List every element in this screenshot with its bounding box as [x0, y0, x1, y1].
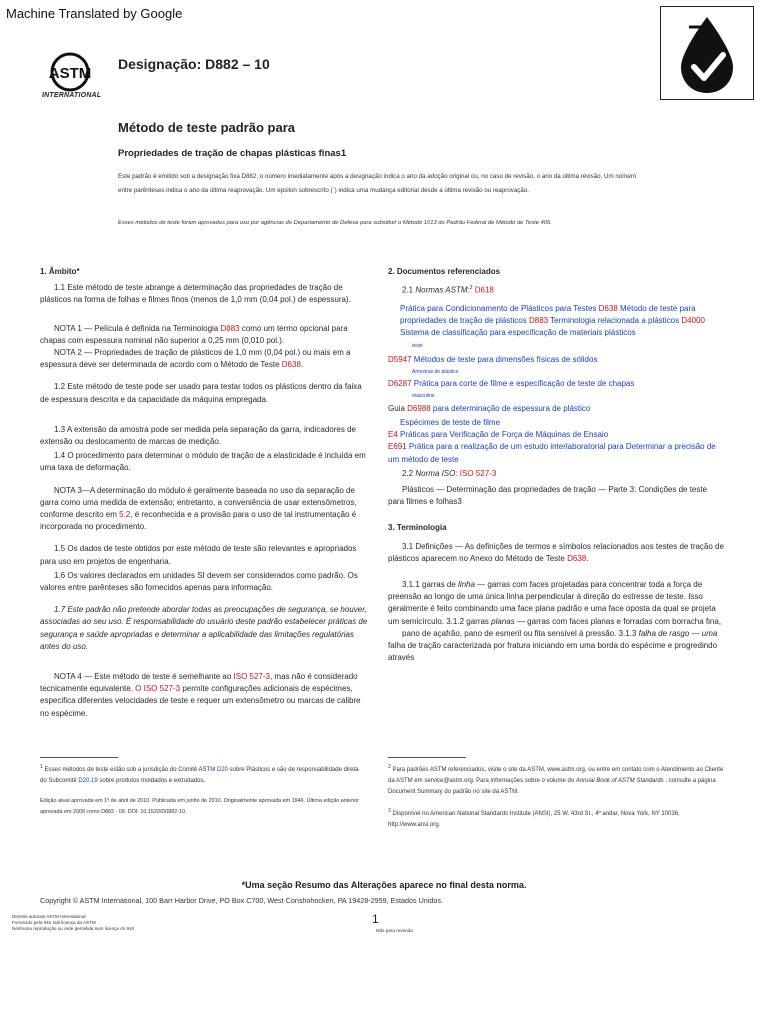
para-1-6: 1.6 Os valores declarados em unidades SI devem ser considerados como padrão. Os valores entre parênteses são fornecidos apenas para informação. [40, 570, 358, 593]
page-number: 1 [372, 912, 379, 926]
designation-note: Este padrão é emitido sob a designação fixa D882; o número imediatamente após a designação indica o ano da adoção original ou, no caso de revisão, o ano da última revisão. Um número entre parênteses indica o ano da última reaprovação. Um epsilon sobrescrito (´) indica uma mudança editorial desde a última revisão ou reaprovação. [118, 173, 637, 194]
not-for-resale: Não para revenda [376, 928, 413, 933]
para-1-3: 1.3 A extensão da amostra pode ser medida pela separação da garra, indicadores de extensão ou deslocamento de marcas de medição. [40, 424, 356, 447]
footnote-1-edition: Edição atual aprovada em 1º de abril de 2010. Publicada em junho de 2010. Originalmente aprovada em 1946. Última edição anterior aprovada em 2009 como D882 - 09. DOI: 10.1520/D0882-10. [40, 798, 360, 815]
designation: Designação: D882 – 10 [118, 56, 270, 72]
para-1-2: 1.2 Este método de teste pode ser usado para testar todos os plásticos dentro da faixa de espessura descrita e da capacidade da máquina empregada. [40, 382, 362, 404]
summary-note: *Uma seção Resumo das Alterações aparece no final desta norma. [241, 880, 527, 890]
ref-teste: teste [412, 342, 423, 349]
footnote-divider-right [388, 757, 466, 758]
ref-iso-title: Plásticos — Determinação das propriedades de tração — Parte 3: Condições de teste para filmes e folhas3 [388, 484, 708, 507]
para-1-5: 1.5 Os dados de teste obtidos por este método de teste são relevantes e apropriados para uso em projetos de engenharia. [40, 544, 357, 566]
ref-masculino: masculino [412, 393, 435, 400]
ref-d638-link-2[interactable]: D638 [567, 553, 587, 563]
ref-e691: E691 Prática para a realização de um estudo interlaboratorial para Determinar a precisão de um método de teste [388, 442, 716, 464]
left-column [40, 266, 370, 720]
note-2: NOTA 2 — Propriedades de tração de plásticos de 1,0 mm (0,04 pol.) ou mais em a espessura deve ser determinada de acordo com o Método de Teste D638. [40, 348, 351, 370]
para-2-2: 2.2 Norma ISO: ISO 527-3 [402, 468, 497, 478]
section-1-heading: 1. Âmbito* [40, 267, 80, 276]
para-1-7: 1.7 Este padrão não pretende abordar todas as preocupações de segurança, se houver, associadas ao seu uso. É responsabilidade do usuário deste padrão estabelecer práticas de segurança e saúde apropriadas e determinar a aplicabilidade das limitações regulatórias antes do uso. [40, 605, 368, 651]
ref-iso-link[interactable]: ISO 527-3 [457, 468, 497, 478]
right-column [388, 266, 724, 664]
ref-amostras: Amostras de plástico [412, 369, 459, 376]
ref-d638-link[interactable]: D638 [281, 360, 301, 370]
note-3: NOTA 3—A determinação do módulo é geralmente baseada no uso da separação de garra como uma medida de extensão; entretanto, a conveniência de usar extensômetros, conforme descrito em 5.2, é reconhecida e a provisão para o uso de tal instrumentação é incorporada no procedimento. [40, 485, 357, 532]
footnote-divider-left [40, 757, 118, 758]
ref-iso-527-3-link[interactable]: ISO 527-3 [233, 672, 270, 682]
ref-d5947: D5947 Métodos de teste para dimensões físicas de sólidos [388, 354, 598, 364]
footnote-1: $^1$ Esses métodos de teste estão sob a jurisdição do Comitê ASTM D20 sobre Plásticos e são de responsabilidade direta do Subcomitê D20.19 sobre produtos moldados e extrudados. [40, 764, 359, 784]
para-1-1: 1.1 Este método de teste abrange a determinação das propriedades de tração de plásticos na forma de folhas e filmes finos (menos de 1,0 mm (0,04 pol.) de espessura). [40, 283, 351, 305]
note-4: NOTA 4 — Este método de teste é semelhante ao ISO 527-3, mas não é considerado tecnicamente equivalente. O ISO 527-3 permite configurações adicionais de espécimes, especifica diferentes velocidades de teste e requer um extensômetro ou marcas de calibre no espécime. [40, 672, 361, 718]
ref-d6988: Guia D6988 para determinação de espessura de plástico [388, 403, 591, 413]
svg-text:ASTM: ASTM [48, 65, 92, 82]
section-3-heading: 3. Terminologia [388, 523, 447, 533]
ref-list: Prática para Condicionamento de Plásticos para Testes D638 Método de teste para propriedades de tração de plásticos D883 Terminologia relacionada a plásticos D4000 Sistema de classificação para especificação de materiais plásticos [400, 304, 705, 338]
ref-d883-link[interactable]: D883 [220, 323, 240, 333]
machine-translated-label: Machine Translated by Google [6, 6, 183, 21]
page-subtitle: Propriedades de tração de chapas plásticas finas1 [118, 148, 347, 159]
ref-d20-19-link[interactable]: D20.19 [78, 778, 98, 784]
ref-d618-link[interactable]: D618 [472, 285, 494, 295]
footnote-3: $^3$ Disponível no American National Standards Institute (ANSI), 25 W. 43rd St., 4º andar, Nova York, NY 10036, http://www.ansi.org. [388, 808, 680, 828]
ref-especimes: Espécimes de teste de filme [400, 417, 501, 427]
para-3-1-1: 3.1.1 garras de linha — garras com faces projetadas para concentrar toda a força de preensão ao longo de uma única linha perpendicular à direção do estresse de teste. Isso geralmente é feito combinando uma face plana padrão e uma face oposta da qual se projeta um semicírculo. 3.1.2 garras planas — garras com faces planas e forradas com borracha fina, [388, 579, 722, 626]
logo-international-text: INTERNATIONAL [42, 92, 102, 99]
ref-d20-link[interactable]: D20 [216, 767, 228, 773]
ref-d6287: D6287 Prática para corte de filme e especificação de teste de chapas [388, 379, 635, 389]
ref-e4: E4 Práticas para Verificação de Força de Máquinas de Ensaio [388, 430, 609, 440]
page-title: Método de teste padrão para [118, 120, 295, 135]
license-block: Direitos autorais ASTM International Fornecido pela IHS sob licença da ASTM Nenhuma reprodução ou rede permitida sem licença do IHS [12, 914, 135, 932]
note-1: NOTA 1 — Película é definida na Terminologia D883 como um termo opcional para chapas com espessura nominal não superior a 0,25 mm (0,010 pol.). [40, 323, 348, 345]
ref-iso-527-3-link-2[interactable]: O ISO 527-3 [135, 684, 181, 694]
para-3-1: 3.1 Definições — As definições de termos e símbolos relacionados aos testes de tração de plásticos aparecem no Anexo do Método de Teste D638. [388, 541, 724, 563]
dod-approval-note: Esses métodos de teste foram aprovados para uso por agências do Departamento de Defesa para substituir o Método 1013 do Padrão Federal de Método de Teste 406. [118, 220, 552, 226]
para-3-1-3: pano de açafrão, pano de esmeril ou fita sensível à pressão. 3.1.3 falha de rasgo — uma falha de tração caracterizada por fratura iniciando em uma borda do espécime e progredindo através [388, 628, 718, 663]
para-1-4: 1.4 O procedimento para determinar o módulo de tração de a elasticidade é incluída em uma taxa de deformação. [40, 451, 366, 473]
drop-check-icon [660, 6, 754, 100]
para-2-1: 2.1 Normas ASTM:$^2$ D618 [402, 285, 494, 295]
footnote-2: $^2$ Para padrões ASTM referenciados, visite o site da ASTM, www.astm.org, ou entre em contato com o Atendimento ao Cliente da ASTM em service@astm.org. Para informações sobre o volume do Annual Book of ASTM Standards , consulte a página Document Summary do padrão no site da ASTM. [388, 764, 724, 795]
ref-5-2-link[interactable]: 5.2 [119, 510, 131, 520]
copyright: Copyright © ASTM International, 100 Barr Harbor Drive, PO Box C700, West Conshohocken, PA 19428-2959, Estados Unidos. [40, 896, 443, 905]
section-2-heading: 2. Documentos referenciados [388, 267, 501, 276]
